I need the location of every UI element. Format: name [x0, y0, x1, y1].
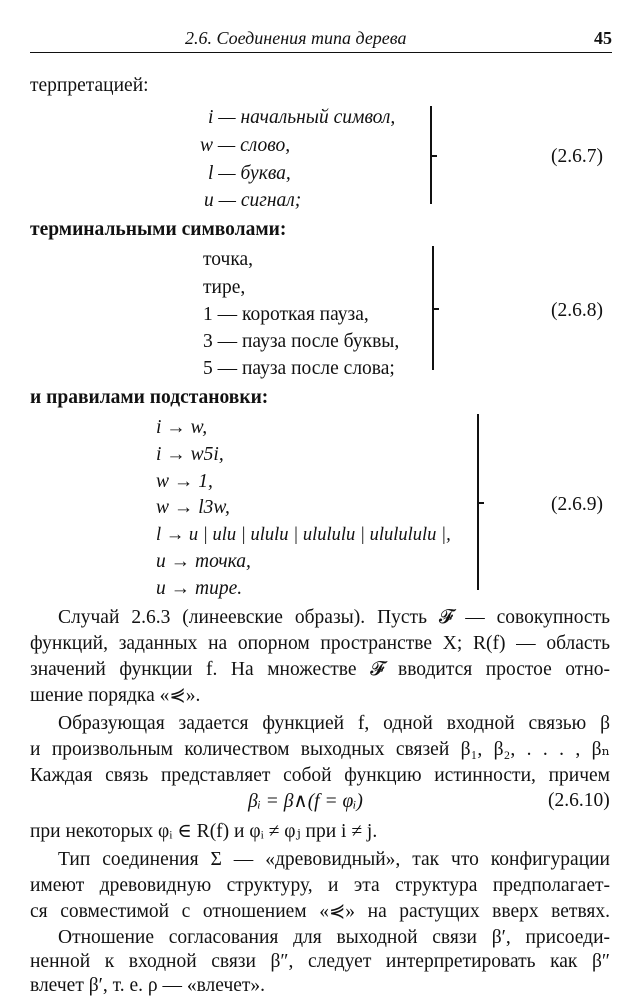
agree-line-3: влечет β′, т. е. ρ — «влечет». — [30, 975, 266, 996]
block3-line-6: u → точка, — [156, 551, 251, 572]
block1-line-2: w — слово, — [200, 135, 291, 156]
block2-line-2: тире, — [203, 277, 246, 298]
case-line-4: шение порядка «⋞». — [30, 685, 201, 706]
block3-line-7: u → тире. — [156, 578, 243, 599]
type-line-2: имеют древовидную структуру, и эта структура предполагает- — [30, 875, 610, 896]
case-line-3: значений функции f. На множестве 𝓕 вводится простое отно- — [30, 659, 610, 680]
block1-line-1: i — начальный символ, — [208, 107, 396, 128]
agree-line-2: ненной к входной связи β″, следует интерпретировать как β″ — [30, 951, 610, 972]
block1-line-4: u — сигнал; — [204, 190, 302, 211]
block3-line-3: w → 1, — [156, 471, 213, 492]
case-line-2: функций, заданных на опорном пространстве X; R(f) — область — [30, 633, 610, 654]
gen-line-3: Каждая связь представляет собой функцию истинности, причем — [30, 765, 610, 786]
formula: βᵢ = β∧(f = φᵢ) — [248, 791, 363, 812]
type-line-3: ся совместимой с отношением «⋞» на растущих вверх ветвях. — [30, 901, 610, 922]
intro-line-2: терминальными символами: — [30, 219, 287, 240]
type-line-1: Тип соединения Σ — «древовидный», так что конфигурации — [58, 849, 610, 870]
equation-number: (2.6.10) — [548, 790, 610, 811]
right-brace — [420, 106, 432, 204]
block2-line-3: 1 — короткая пауза, — [203, 304, 369, 325]
case-line-1: Случай 2.6.3 (линеевские образы). Пусть 𝓕 — совокупность — [58, 607, 610, 628]
block2-line-5: 5 — пауза после слова; — [203, 358, 395, 379]
running-header — [30, 22, 612, 53]
block3-line-1: i → w, — [156, 417, 208, 438]
agree-line-1: Отношение согласования для выходной связи β′, присоеди- — [58, 927, 610, 948]
block2-line-1: точка, — [203, 249, 254, 270]
equation-number: (2.6.7) — [551, 146, 603, 167]
intro-line-3: и правилами подстановки: — [30, 387, 269, 408]
block3-line-2: i → w5i, — [156, 444, 224, 465]
page-number: 45 — [594, 28, 612, 48]
block3-line-5: l → u | ulu | ululu | ulululu | ululululu |, — [156, 525, 451, 545]
equation-number: (2.6.8) — [551, 300, 603, 321]
gen-line-2: и произвольным количеством выходных связей β₁, β₂, . . . , βₙ — [30, 739, 610, 760]
equation-number: (2.6.9) — [551, 494, 603, 515]
gen-line-1: Образующая задается функцией f, одной входной связью β — [58, 713, 610, 734]
right-brace — [467, 414, 479, 590]
block3-line-4: w → l3w, — [156, 497, 230, 518]
formula-tail: при некоторых φᵢ ∈ R(f) и φᵢ ≠ φⱼ при i ≠ j. — [30, 821, 378, 842]
running-title: 2.6. Соединения типа дерева — [185, 28, 407, 48]
right-brace — [422, 246, 434, 370]
intro-line-1: терпретацией: — [30, 75, 149, 96]
block1-line-3: l — буква, — [208, 163, 291, 184]
block2-line-4: 3 — пауза после буквы, — [203, 331, 400, 352]
